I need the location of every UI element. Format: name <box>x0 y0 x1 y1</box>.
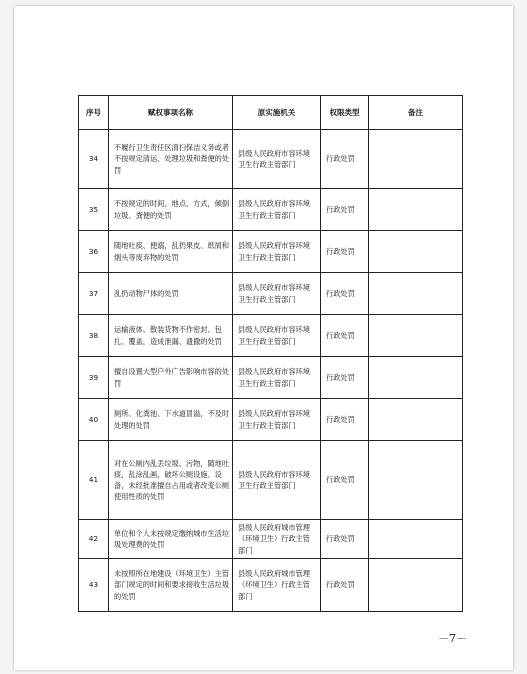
row-authority: 县级人民政府市容环境卫生行政主管部门 <box>233 315 321 357</box>
table-header-row <box>79 96 463 130</box>
row-note <box>369 441 463 520</box>
row-name: 对在公厕内乱丢垃圾、污物，随地吐痰，乱涂乱画，破坏公厕设施、设备，未经批准擅自占用或者改变公厕使用性质的处罚 <box>109 441 233 520</box>
row-authority: 县级人民政府市容环境卫生行政主管部门 <box>233 231 321 273</box>
row-authority: 县级人民政府城市管理（环境卫生）行政主管部门 <box>233 520 321 559</box>
row-note <box>369 357 463 399</box>
row-authority: 县级人民政府市容环境卫生行政主管部门 <box>233 273 321 315</box>
header-name: 赋权事项名称 <box>109 96 233 130</box>
document-page <box>14 6 513 670</box>
row-name: 不履行卫生责任区清扫保洁义务或者不按规定清运、处理垃圾和粪便的处罚 <box>109 130 233 189</box>
table-row <box>79 130 463 189</box>
row-type: 行政处罚 <box>321 273 369 315</box>
row-name: 不按规定的时间、地点、方式，倾倒垃圾、粪便的处罚 <box>109 189 233 231</box>
row-note <box>369 520 463 559</box>
table-row <box>79 231 463 273</box>
row-no: 36 <box>79 231 109 273</box>
row-type: 行政处罚 <box>321 231 369 273</box>
row-name: 随地吐痰、便溺，乱扔果皮、纸屑和烟头等废弃物的处罚 <box>109 231 233 273</box>
row-no: 42 <box>79 520 109 559</box>
row-name: 运输液体、散装货物不作密封、包扎、覆盖，造成泄漏、遗撒的处罚 <box>109 315 233 357</box>
row-note <box>369 273 463 315</box>
header-type: 权限类型 <box>321 96 369 130</box>
table-row <box>79 520 463 559</box>
row-note <box>369 399 463 441</box>
row-name: 未按照所在地建设（环境卫生）主管部门规定的时间和要求接收生活垃圾的处罚 <box>109 559 233 612</box>
row-type: 行政处罚 <box>321 520 369 559</box>
row-note <box>369 130 463 189</box>
table-row <box>79 441 463 520</box>
row-name: 厕所、化粪池、下水道冒溢，不及时处理的处罚 <box>109 399 233 441</box>
row-authority: 县级人民政府市容环境卫生行政主管部门 <box>233 357 321 399</box>
table-row <box>79 559 463 612</box>
row-authority: 县级人民政府城市管理（环境卫生）行政主管部门 <box>233 559 321 612</box>
table-row <box>79 189 463 231</box>
row-type: 行政处罚 <box>321 441 369 520</box>
row-no: 40 <box>79 399 109 441</box>
row-note <box>369 559 463 612</box>
row-name: 单位和个人未按规定缴纳城市生活垃圾处理费的处罚 <box>109 520 233 559</box>
row-note <box>369 315 463 357</box>
table-row <box>79 357 463 399</box>
row-no: 37 <box>79 273 109 315</box>
row-type: 行政处罚 <box>321 315 369 357</box>
row-no: 43 <box>79 559 109 612</box>
row-no: 39 <box>79 357 109 399</box>
row-authority: 县级人民政府市容环境卫生行政主管部门 <box>233 441 321 520</box>
row-no: 38 <box>79 315 109 357</box>
table-row <box>79 315 463 357</box>
page-number: －7－ <box>438 632 467 645</box>
row-no: 35 <box>79 189 109 231</box>
row-note <box>369 231 463 273</box>
row-note <box>369 189 463 231</box>
row-name: 擅自设置大型户外广告影响市容的处罚 <box>109 357 233 399</box>
row-authority: 县级人民政府市容环境卫生行政主管部门 <box>233 399 321 441</box>
row-type: 行政处罚 <box>321 130 369 189</box>
row-no: 41 <box>79 441 109 520</box>
header-no: 序号 <box>79 96 109 130</box>
row-name: 乱扔动物尸体的处罚 <box>109 273 233 315</box>
row-type: 行政处罚 <box>321 399 369 441</box>
row-type: 行政处罚 <box>321 357 369 399</box>
header-note: 备注 <box>369 96 463 130</box>
row-type: 行政处罚 <box>321 559 369 612</box>
row-authority: 县级人民政府市容环境卫生行政主管部门 <box>233 130 321 189</box>
header-authority: 原实施机关 <box>233 96 321 130</box>
table-row <box>79 399 463 441</box>
row-type: 行政处罚 <box>321 189 369 231</box>
row-authority: 县级人民政府市容环境卫生行政主管部门 <box>233 189 321 231</box>
row-no: 34 <box>79 130 109 189</box>
authority-table <box>78 95 463 612</box>
table-row <box>79 273 463 315</box>
